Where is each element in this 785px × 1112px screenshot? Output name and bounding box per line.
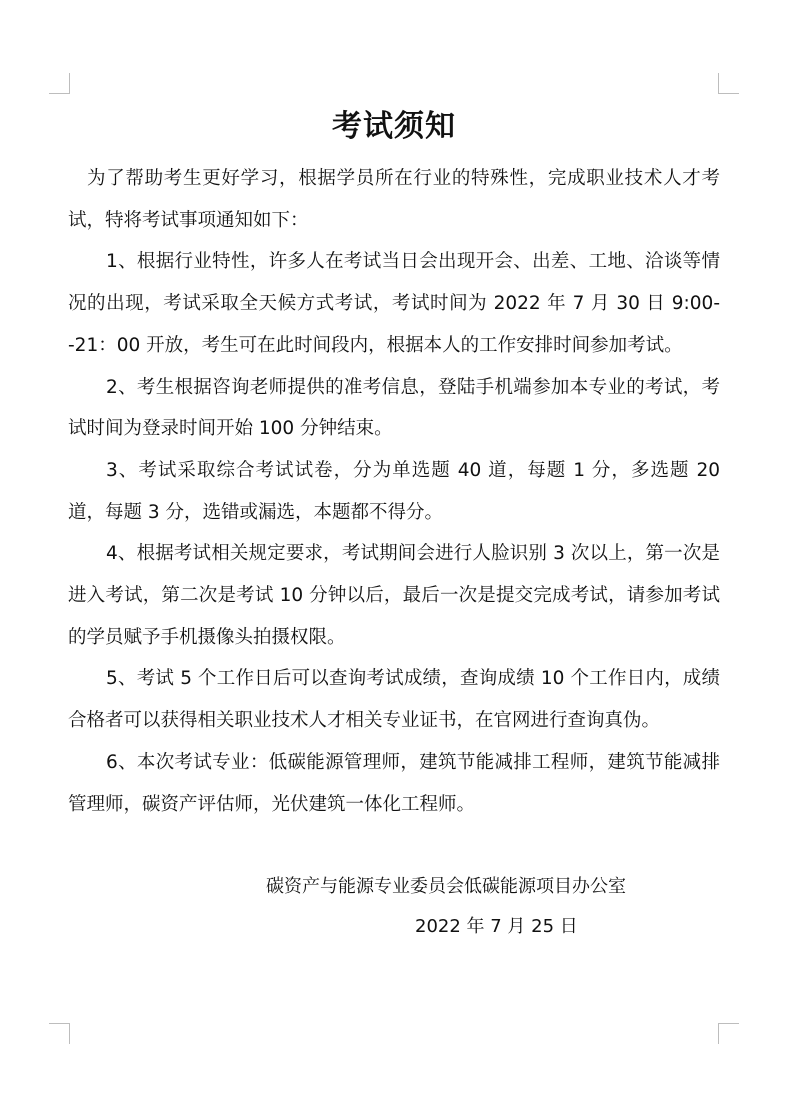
page-corner-mark-top-right	[718, 73, 739, 94]
page-corner-mark-top-left	[49, 73, 70, 94]
notice-item-1: 1、根据行业特性，许多人在考试当日会出现开会、出差、工地、洽谈等情况的出现，考试采取全天候方式考试，考试时间为 2022 年 7 月 30 日 9:00--21：00 开放，考生可在此时间段内，根据本人的工作安排时间参加考试。	[68, 251, 720, 356]
notice-item-4: 4、根据考试相关规定要求，考试期间会进行人脸识别 3 次以上，第一次是进入考试，第二次是考试 10 分钟以后，最后一次是提交完成考试，请参加考试的学员赋予手机摄像头拍摄权限。	[68, 543, 720, 648]
notice-item-3: 3、考试采取综合考试试卷，分为单选题 40 道，每题 1 分，多选题 20 道，每题 3 分，选错或漏选，本题都不得分。	[68, 459, 720, 523]
page-corner-mark-bottom-left	[49, 1023, 70, 1044]
document-title: 考试须知	[332, 109, 456, 144]
signature-organization: 碳资产与能源专业委员会低碳能源项目办公室	[266, 876, 626, 897]
page-corner-mark-bottom-right	[718, 1023, 739, 1044]
document-page	[68, 104, 720, 825]
notice-item-2: 2、考生根据咨询老师提供的准考信息，登陆手机端参加本专业的考试，考试时间为登录时间开始 100 分钟结束。	[68, 376, 720, 440]
intro-paragraph: 为了帮助考生更好学习，根据学员所在行业的特殊性，完成职业技术人才考试，特将考试事项通知如下：	[68, 168, 720, 231]
notice-item-6: 6、本次考试专业：低碳能源管理师，建筑节能减排工程师，建筑节能减排管理师，碳资产评估师，光伏建筑一体化工程师。	[68, 751, 720, 815]
notice-item-5: 5、考试 5 个工作日后可以查询考试成绩，查询成绩 10 个工作日内，成绩合格者可以获得相关职业技术人才相关专业证书，在官网进行查询真伪。	[68, 668, 720, 732]
signature-date: 2022 年 7 月 25 日	[415, 916, 578, 937]
